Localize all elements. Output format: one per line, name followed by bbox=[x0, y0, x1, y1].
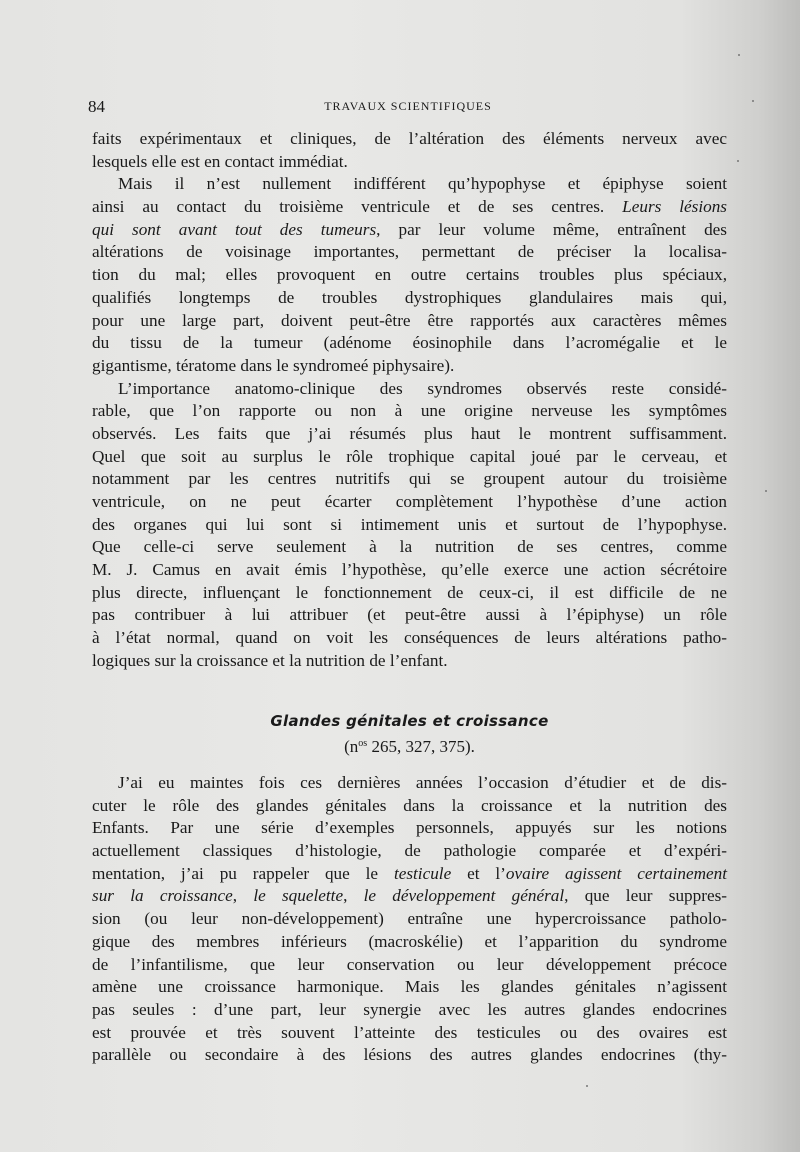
text-line: plus directe, influençant le fonctionnement de ceux-ci, il est difficile de ne bbox=[92, 582, 727, 602]
text-line: lesquels elle est en contact immédiat. bbox=[92, 151, 348, 171]
section-2-body bbox=[92, 772, 727, 1067]
text-line: pour une large part, doivent peut-être être rapportés aux caractères mêmes bbox=[92, 310, 727, 330]
italic-span: ovaire agissent certainement bbox=[505, 863, 727, 883]
text-line bbox=[92, 885, 727, 908]
text-line bbox=[92, 219, 727, 242]
running-head bbox=[88, 97, 728, 117]
text-span: mentation, j’ai pu rappeler que le bbox=[92, 863, 394, 883]
section-1-body bbox=[92, 128, 727, 673]
text-line: ventricule, on ne peut écarter complètement l’hypothèse d’une action bbox=[92, 492, 727, 511]
text-line: gigantisme, tératome dans le syndromeé piphysaire). bbox=[92, 355, 455, 375]
refs-superscript: os bbox=[358, 738, 368, 749]
text-line: altérations de voisinage importantes, permettant de préciser la localisa- bbox=[92, 242, 727, 262]
italic-span: le développement général bbox=[363, 886, 565, 906]
text-line: J’ai eu maintes fois ces dernières années l’occasion d’étudier et de dis- bbox=[118, 773, 727, 792]
italic-span: Leurs lésions bbox=[622, 197, 727, 217]
text-line: du tissu de la tumeur (adénome éosinophile dans l’acromégalie et le bbox=[92, 333, 727, 353]
text-line: gique des membres inférieurs (macroskélie) et l’apparition du syndrome bbox=[92, 931, 727, 951]
italic-span: testicule bbox=[393, 863, 452, 883]
text-line: Enfants. Par une série d’exemples personnels, appuyés sur les notions bbox=[92, 818, 727, 838]
text-line: pas seules : d’une part, leur synergie avec les autres glandes endocrines bbox=[92, 999, 727, 1019]
text-line: rable, que l’on rapporte ou non à une origine nerveuse les symptômes bbox=[92, 401, 727, 421]
paper-speck bbox=[737, 160, 739, 162]
text-line: L’importance anatomo-clinique des syndromes observés reste considé- bbox=[118, 378, 727, 398]
text-line: tion du mal; elles provoquent en outre certains troubles plus spéciaux, bbox=[92, 265, 727, 285]
text-span: et l’ bbox=[451, 863, 506, 883]
text-line: des organes qui lui sont si intimement unis et surtout de l’hypophyse. bbox=[92, 514, 727, 534]
section-references bbox=[92, 737, 727, 757]
text-line: notamment par les centres nutritifs qui se groupent autour du troisième bbox=[92, 469, 727, 489]
text-span: , que leur suppres- bbox=[564, 886, 728, 906]
italic-span: sur la croissance bbox=[92, 886, 233, 906]
text-line: faits expérimentaux et cliniques, de l’altération des éléments nerveux avec bbox=[92, 129, 727, 148]
text-span: , bbox=[232, 886, 254, 906]
section-heading: Glandes génitales et croissance bbox=[270, 712, 549, 730]
text-span: , par leur volume même, entraînent des bbox=[376, 219, 727, 239]
text-span: ainsi au contact du troisième ventricule et de ses centres. bbox=[92, 197, 623, 217]
italic-span: qui sont avant tout des tumeurs bbox=[92, 219, 377, 239]
refs-numbers: 265, 327, 375). bbox=[367, 737, 475, 756]
paper-speck bbox=[752, 100, 754, 102]
refs-prefix: (n bbox=[344, 737, 359, 756]
text-line: M. J. Camus en avait émis l’hypothèse, qu’elle exerce une action sécrétoire bbox=[92, 560, 727, 580]
text-line: à l’état normal, quand on voit les conséquences de leurs altérations patho- bbox=[92, 628, 727, 648]
text-line bbox=[92, 863, 727, 886]
text-line: est prouvée et très souvent l’atteinte des testicules ou des ovaires est bbox=[92, 1022, 727, 1042]
text-line: logiques sur la croissance et la nutrition de l’enfant. bbox=[92, 650, 448, 670]
text-span: , bbox=[343, 886, 364, 906]
text-line: observés. Les faits que j’ai résumés plus haut le montrent suffisamment. bbox=[92, 423, 727, 443]
text-line: de l’infantilisme, que leur conservation ou leur développement précoce bbox=[92, 954, 727, 974]
text-line: pas contribuer à lui attribuer (et peut-être aussi à l’épiphyse) un rôle bbox=[92, 605, 727, 625]
italic-span: le squelette bbox=[253, 886, 344, 906]
text-line: qualifiés longtemps de troubles dystrophiques glandulaires mais qui, bbox=[92, 287, 727, 307]
paper-speck bbox=[765, 490, 767, 492]
text-line: actuellement classiques d’histologie, de pathologie comparée et d’expéri- bbox=[92, 841, 727, 861]
text-line bbox=[92, 196, 727, 219]
paper-speck bbox=[738, 54, 740, 56]
text-line: Quel que soit au surplus le rôle trophique capital joué par le cerveau, et bbox=[92, 446, 727, 466]
paper-speck bbox=[586, 1085, 588, 1087]
running-title: TRAVAUX SCIENTIFIQUES bbox=[324, 99, 492, 113]
text-line: amène une croissance harmonique. Mais les glandes génitales n’agissent bbox=[92, 977, 727, 997]
text-line: Que celle-ci serve seulement à la nutrition de ses centres, comme bbox=[92, 537, 727, 557]
text-line: sion (ou leur non-développement) entraîne une hypercroissance patholo- bbox=[92, 909, 727, 929]
page-number: 84 bbox=[88, 97, 105, 116]
text-line: cuter le rôle des glandes génitales dans la croissance et la nutrition des bbox=[92, 795, 727, 815]
text-line: Mais il n’est nullement indifférent qu’hypophyse et épiphyse soient bbox=[118, 174, 727, 194]
text-line: parallèle ou secondaire à des lésions des autres glandes endocrines (thy- bbox=[92, 1045, 727, 1065]
